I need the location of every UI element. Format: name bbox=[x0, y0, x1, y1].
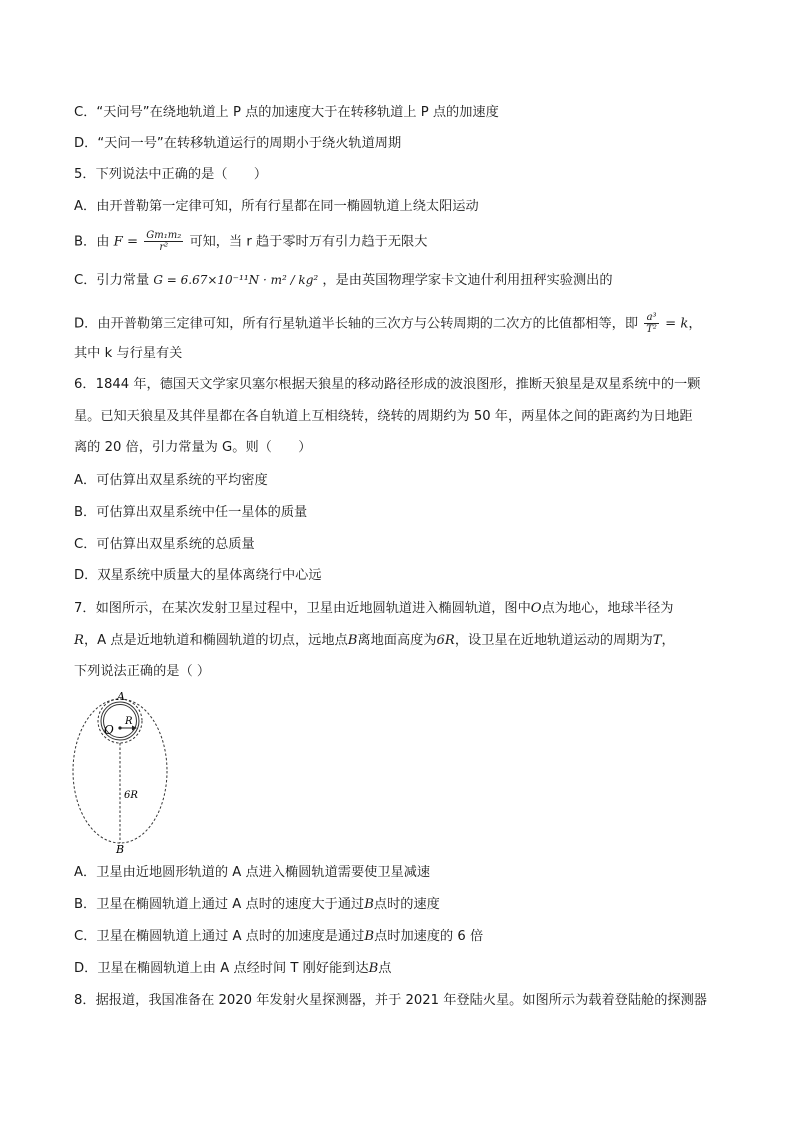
q6-stem-line-3: 离的 20 倍，引力常量为 G。则（ ） bbox=[74, 440, 312, 455]
q5-option-c-formula: G = 6.67×10⁻¹¹N · m² / kg² bbox=[153, 273, 319, 287]
q4-option-c: C．“天问号”在绕地轨道上 P 点的加速度大于在转移轨道上 P 点的加速度 bbox=[74, 105, 499, 120]
q5-option-b-numerator: Gm₁m₂ bbox=[146, 230, 182, 241]
q6-option-b: B．可估算出双星系统中任一星体的质量 bbox=[74, 505, 308, 520]
label-b: B bbox=[116, 843, 125, 854]
q7-orbit-diagram bbox=[62, 688, 178, 854]
q7-option-b-a: B．卫星在椭圆轨道上通过 A 点时的速度大于通过 bbox=[74, 897, 365, 912]
q5-option-d-continued: 其中 k 与行星有关 bbox=[74, 346, 183, 361]
q7-stem-line-3: 下列说法正确的是（ ） bbox=[74, 664, 211, 679]
label-r: R bbox=[125, 716, 133, 727]
q5-option-a: A．由开普勒第一定律可知，所有行星都在同一椭圆轨道上绕太阳运动 bbox=[74, 199, 479, 214]
q7-stem-line-2-c: ，设卫星在近地轨道运动的周期为 bbox=[454, 633, 653, 648]
q5-stem: 5．下列说法中正确的是（ ） bbox=[74, 167, 268, 182]
q5-option-d-fraction bbox=[644, 312, 659, 335]
q5-option-d bbox=[74, 312, 702, 335]
q7-stem-line-1-a: 7．如图所示，在某次发射卫星过程中，卫星由近地圆轨道进入椭圆轨道，图中 bbox=[74, 601, 531, 616]
q7-stem-line-2-a: ，A 点是近地轨道和椭圆轨道的切点，远地点 bbox=[83, 633, 348, 648]
q7-symbol-r: R bbox=[74, 633, 84, 648]
q7-option-b bbox=[74, 896, 440, 914]
q5-option-c-prefix: C．引力常量 bbox=[74, 273, 150, 288]
q7-symbol-b: B bbox=[347, 633, 358, 648]
q7-option-c-symbol: B bbox=[364, 929, 375, 944]
q7-option-d-symbol: B bbox=[368, 961, 379, 976]
q7-stem-line-1 bbox=[74, 600, 673, 618]
q6-stem-line-1: 6．1844 年，德国天文学家贝塞尔根据天狼星的移动路径形成的波浪图形，推断天狼星是双星系统中的一颗 bbox=[74, 377, 701, 392]
label-6r: 6R bbox=[124, 790, 138, 801]
q7-symbol-6r: 6R bbox=[436, 633, 455, 648]
q8-stem-line-1: 8．据报道，我国准备在 2020 年发射火星探测器，并于 2021 年登陆火星。如图所示为载着登陆舱的探测器 bbox=[74, 993, 707, 1008]
q7-stem-line-2-d: ， bbox=[661, 633, 675, 648]
label-a: A bbox=[117, 690, 125, 703]
q7-option-b-symbol: B bbox=[364, 897, 374, 912]
q5-option-c-suffix: ，是由英国物理学家卡文迪什利用扭秤实验测出的 bbox=[322, 273, 613, 288]
q5-option-b-fraction bbox=[144, 230, 183, 253]
q7-option-c-b: 点时加速度的 6 倍 bbox=[374, 929, 484, 944]
q6-stem-line-2: 星。已知天狼星及其伴星都在各自轨道上互相绕转，绕转的周期约为 50 年，两星体之间的距离约为日地距 bbox=[74, 409, 693, 424]
q5-option-b-denominator: r² bbox=[159, 242, 169, 253]
q7-stem-line-2-b: 离地面高度为 bbox=[357, 633, 437, 648]
label-o: O bbox=[104, 723, 114, 737]
q7-option-d-a: D．卫星在椭圆轨道上由 A 点经时间 T 刚好能到达 bbox=[74, 961, 369, 976]
q5-option-d-tail: ， bbox=[688, 316, 702, 332]
q5-option-b bbox=[74, 230, 427, 253]
q7-option-c-a: C．卫星在椭圆轨道上通过 A 点时的加速度是通过 bbox=[74, 929, 365, 944]
q7-option-a: A．卫星由近地圆形轨道的 A 点进入椭圆轨道需要使卫星减速 bbox=[74, 865, 431, 880]
q5-option-d-text: D．由开普勒第三定律可知，所有行星轨道半长轴的三次方与公转周期的二次方的比值都相等，即 bbox=[74, 316, 639, 332]
q7-option-b-b: 点时的速度 bbox=[373, 897, 440, 912]
q6-option-c: C．可估算出双星系统的总质量 bbox=[74, 537, 255, 552]
q7-symbol-o: O bbox=[530, 601, 542, 616]
q4-option-d: D．“天问一号”在转移轨道运行的周期小于绕火轨道周期 bbox=[74, 136, 402, 151]
q7-option-c bbox=[74, 928, 483, 946]
q6-option-d: D．双星系统中质量大的星体离绕行中心远 bbox=[74, 568, 322, 583]
q7-stem-line-2 bbox=[74, 632, 675, 650]
q7-option-d-b: 点 bbox=[378, 961, 392, 976]
q7-option-d bbox=[74, 960, 391, 978]
q7-symbol-t: T bbox=[652, 633, 662, 648]
q7-stem-line-1-b: 点为地心，地球半径为 bbox=[541, 601, 674, 616]
q5-option-b-prefix: B．由 bbox=[74, 234, 110, 250]
q5-option-b-formula-lhs: F = bbox=[113, 234, 139, 250]
q5-option-d-formula-rhs: = k bbox=[665, 316, 689, 332]
q5-option-d-numerator: a³ bbox=[644, 312, 659, 324]
q5-option-c bbox=[74, 271, 613, 290]
q5-option-b-suffix: 可知，当 r 趋于零时万有引力趋于无限大 bbox=[189, 234, 428, 250]
q5-option-d-denominator: T² bbox=[646, 324, 657, 335]
q6-option-a: A．可估算出双星系统的平均密度 bbox=[74, 473, 268, 488]
